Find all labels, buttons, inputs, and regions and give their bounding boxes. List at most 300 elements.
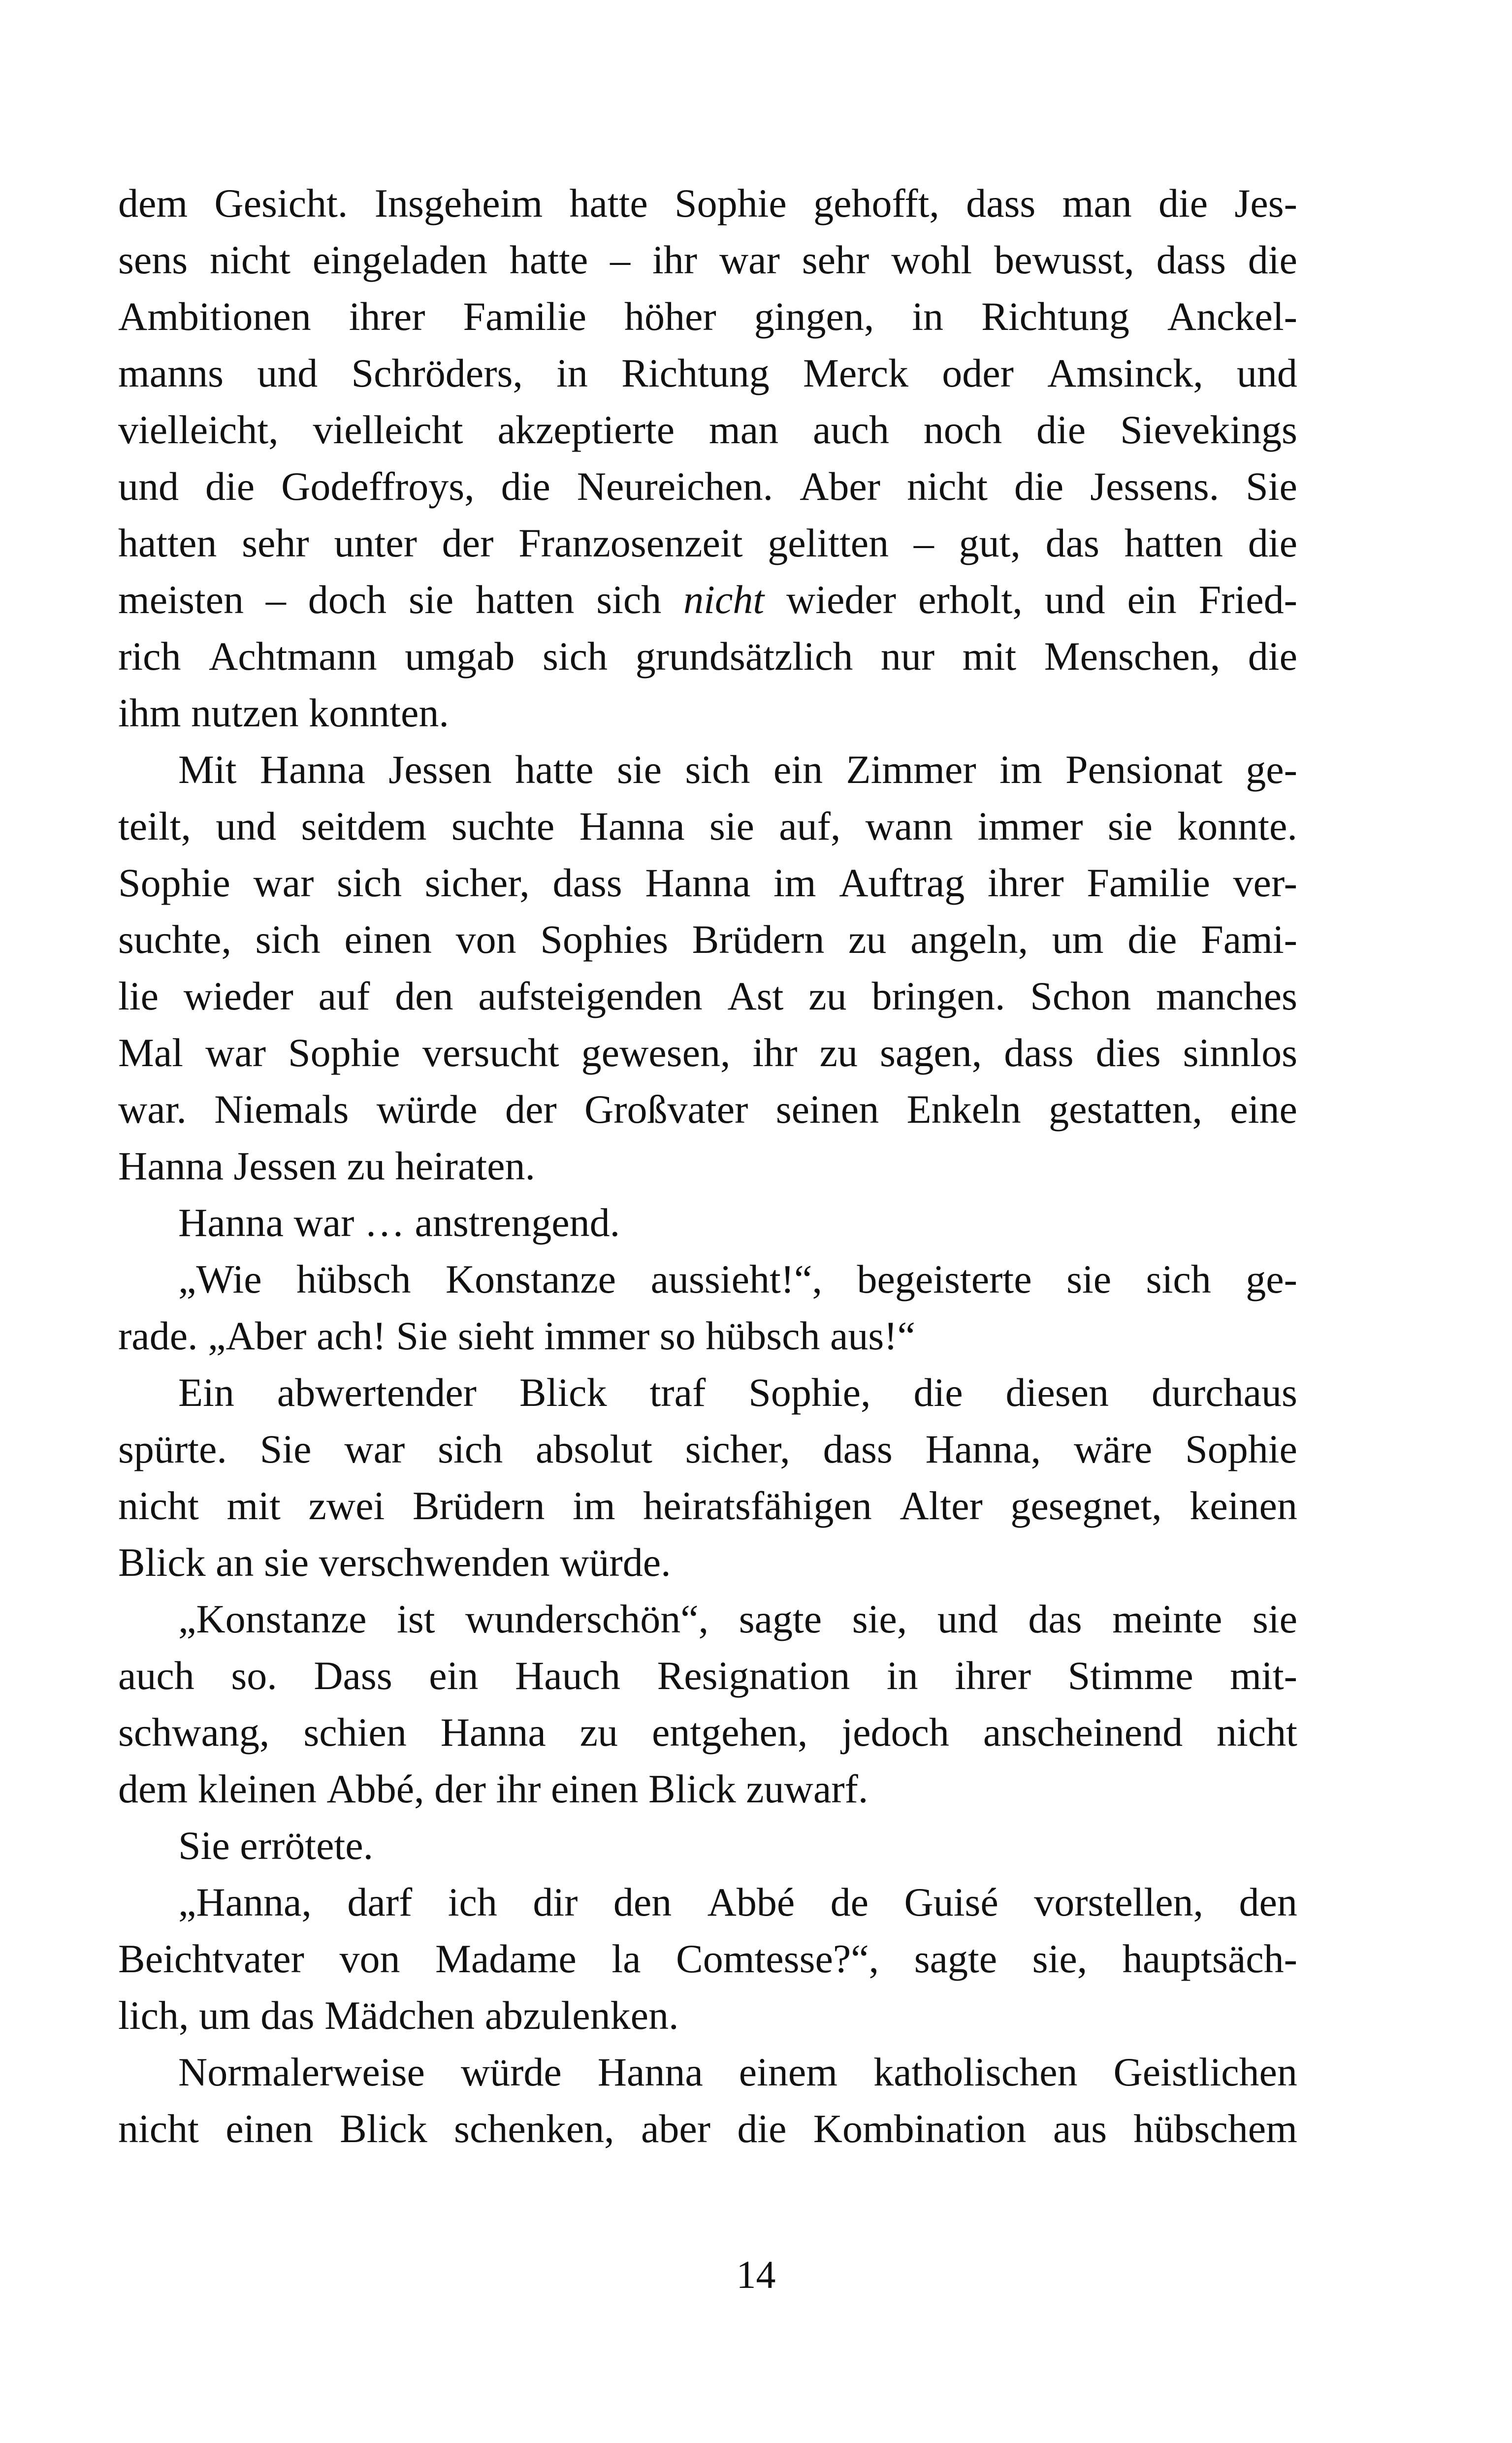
word: ihm — [118, 690, 181, 735]
word: verschwenden — [319, 1540, 550, 1585]
word: darf — [347, 1880, 413, 1924]
word: Großvater — [584, 1087, 748, 1132]
word: meinte — [1112, 1596, 1222, 1641]
text-line — [118, 515, 1297, 571]
word: in — [556, 351, 588, 395]
word: die — [913, 1370, 963, 1415]
word: sich — [337, 860, 402, 905]
word: seitdem — [301, 804, 427, 848]
word: ist — [397, 1596, 435, 1641]
word: im — [773, 860, 816, 905]
word: aus!“ — [830, 1313, 916, 1358]
word: „Hanna, — [178, 1880, 312, 1924]
word: absolut — [536, 1427, 652, 1471]
word: de — [830, 1880, 869, 1924]
word: schien — [303, 1710, 407, 1755]
word: Brüdern — [692, 917, 825, 962]
word: zu — [808, 974, 847, 1018]
word: Konstanze — [445, 1257, 616, 1302]
word: rich — [118, 634, 181, 679]
word: ge- — [1246, 747, 1297, 792]
word: würde — [460, 2050, 562, 2094]
word: spürte. — [118, 1427, 227, 1471]
page-number: 14 — [736, 2253, 776, 2297]
word: das — [260, 1993, 315, 2038]
word: auch — [813, 407, 889, 452]
word: meisten — [118, 577, 244, 622]
word: Sophie — [288, 1030, 400, 1075]
word: dass — [1156, 237, 1226, 282]
word: kleinen — [197, 1766, 317, 1811]
word: war — [344, 1427, 405, 1471]
word: Hanna — [597, 2050, 703, 2094]
word: würde — [376, 1087, 478, 1132]
word: sieht — [457, 1313, 534, 1358]
word: Jessen — [233, 1143, 337, 1188]
word: und — [216, 804, 277, 848]
text-line — [118, 401, 1297, 458]
word: gut, — [959, 521, 1021, 565]
word: sich — [596, 577, 662, 622]
word: sens — [118, 237, 188, 282]
word: war — [205, 1030, 266, 1075]
word: ach! — [316, 1313, 386, 1358]
word: sie — [709, 804, 754, 848]
word: dies — [1095, 1030, 1161, 1075]
word: die — [1248, 237, 1297, 282]
word: Abbé — [707, 1880, 795, 1924]
word: höher — [624, 294, 716, 339]
word: wunderschön“, — [465, 1596, 709, 1641]
word: die — [737, 2106, 787, 2151]
word: war. — [118, 1087, 187, 1132]
text-line — [118, 741, 1297, 798]
word: im — [573, 1483, 615, 1528]
word: Hanna — [178, 1200, 284, 1245]
word: „Aber — [208, 1313, 307, 1358]
word: umgab — [405, 634, 515, 679]
word: Amsinck, — [1047, 351, 1203, 395]
word: gewesen, — [581, 1030, 731, 1075]
word: so. — [231, 1653, 277, 1698]
word: Niemals — [214, 1087, 349, 1132]
word: Fami- — [1201, 917, 1297, 962]
word: sich — [255, 917, 321, 962]
word: ver- — [1233, 860, 1297, 905]
text-line — [118, 854, 1297, 911]
word: unter — [334, 521, 417, 565]
word: sie — [1066, 1257, 1112, 1302]
word: errötete. — [240, 1823, 374, 1868]
word: Sophie — [675, 181, 787, 226]
text-line — [118, 1817, 1297, 1874]
word: die — [1248, 521, 1297, 565]
word: an — [216, 1540, 254, 1585]
word: zuwarf. — [746, 1766, 869, 1811]
word: bringen. — [871, 974, 1005, 1018]
text-line — [118, 175, 1297, 231]
word: Hanna — [440, 1710, 546, 1755]
word: jedoch — [841, 1710, 949, 1755]
word: vielleicht, — [118, 407, 279, 452]
word: ihr — [496, 1766, 541, 1811]
word: das — [1045, 521, 1099, 565]
word: Sophie — [118, 860, 230, 905]
word: würde. — [560, 1540, 671, 1585]
word: aussieht!“, — [650, 1257, 822, 1302]
word: Hanna — [645, 860, 751, 905]
word: sie — [1107, 804, 1153, 848]
word: sagte — [914, 1936, 997, 1981]
text-line — [118, 345, 1297, 401]
text-line — [118, 1307, 1297, 1364]
word: nicht — [907, 464, 988, 509]
word: sie — [1252, 1596, 1297, 1641]
word: die — [205, 464, 255, 509]
word: die — [501, 464, 550, 509]
word: zu — [347, 1143, 385, 1188]
word: das — [1028, 1596, 1082, 1641]
word: zu — [579, 1710, 618, 1755]
word: mit — [226, 1483, 281, 1528]
word: vielleicht — [313, 407, 463, 452]
word: der — [434, 1766, 486, 1811]
word: traf — [649, 1370, 706, 1415]
word: Hanna — [259, 747, 365, 792]
word: noch — [923, 407, 1002, 452]
word: angeln, — [910, 917, 1029, 962]
word: und — [1236, 351, 1297, 395]
word: entgehen, — [651, 1710, 808, 1755]
word: und — [1044, 577, 1105, 622]
word: einen — [344, 917, 432, 962]
word: sich — [438, 1427, 503, 1471]
word: sie — [616, 747, 662, 792]
text-line — [118, 1760, 1297, 1817]
word: Familie — [1087, 860, 1210, 905]
word: Brüdern — [412, 1483, 545, 1528]
text-line — [118, 1987, 1297, 2044]
word: mit — [962, 634, 1017, 679]
word: grundsätzlich — [635, 634, 853, 679]
word: manns — [118, 351, 224, 395]
word: Resignation — [657, 1653, 850, 1698]
word: Neureichen. — [577, 464, 773, 509]
word: immer — [977, 804, 1083, 848]
word: Sophie, — [748, 1370, 871, 1415]
word: den — [613, 1880, 672, 1924]
word: – — [265, 577, 286, 622]
word: Auftrag — [839, 860, 965, 905]
word: dass — [1004, 1030, 1074, 1075]
word: Schröders, — [351, 351, 523, 395]
word: sich — [685, 747, 750, 792]
text-line — [118, 2100, 1297, 2157]
word: nutzen — [191, 690, 299, 735]
word: Enkeln — [906, 1087, 1021, 1132]
word: bewusst, — [994, 237, 1134, 282]
word: la — [611, 1936, 641, 1981]
word: aber — [641, 2106, 711, 2151]
word: „Wie — [178, 1257, 262, 1302]
word: Ast — [727, 974, 784, 1018]
text-line — [118, 1477, 1297, 1534]
word: ge- — [1246, 1257, 1297, 1302]
word: in — [886, 1653, 918, 1698]
word: die — [1036, 407, 1086, 452]
word: Sie — [259, 1427, 312, 1471]
word: man — [708, 407, 779, 452]
word: man — [1062, 181, 1132, 226]
word: hübschem — [1133, 2106, 1297, 2151]
word: oder — [942, 351, 1014, 395]
word: sagen, — [880, 1030, 982, 1075]
word: heiratsfähigen — [643, 1483, 872, 1528]
word: die — [1248, 634, 1297, 679]
text-line — [118, 1534, 1297, 1591]
word: Ein — [178, 1370, 234, 1415]
word: von — [455, 917, 516, 962]
word: den — [1239, 1880, 1297, 1924]
word: Menschen, — [1044, 634, 1221, 679]
word: Jessen — [388, 747, 492, 792]
word: suchte — [451, 804, 555, 848]
text-line — [118, 798, 1297, 854]
word: der — [442, 521, 494, 565]
word: hatte — [509, 237, 588, 282]
word: Beichtvater — [118, 1936, 304, 1981]
word: dem — [118, 181, 188, 226]
word: Normalerweise — [178, 2050, 425, 2094]
word: ich — [448, 1880, 497, 1924]
word: immer — [544, 1313, 650, 1358]
word: sicher, — [685, 1427, 790, 1471]
word: sie, — [1032, 1936, 1088, 1981]
text-line — [118, 2044, 1297, 2100]
word: sich — [1146, 1257, 1211, 1302]
word: Stimme — [1067, 1653, 1193, 1698]
word: sinnlos — [1183, 1030, 1297, 1075]
word: lich, — [118, 1993, 189, 2038]
word: abwertender — [277, 1370, 477, 1415]
word: doch — [308, 577, 387, 622]
word: auf — [318, 974, 370, 1018]
word: dass — [823, 1427, 893, 1471]
word: sie — [409, 577, 454, 622]
word: gelitten — [768, 521, 889, 565]
text-line — [118, 1024, 1297, 1081]
text-line — [118, 911, 1297, 968]
word: Mal — [118, 1030, 184, 1075]
text-line — [118, 968, 1297, 1024]
word: gestatten, — [1049, 1087, 1203, 1132]
word: abzulenken. — [484, 1993, 679, 2038]
word: begeisterte — [857, 1257, 1032, 1302]
word: gesegnet, — [1010, 1483, 1162, 1528]
word: seinen — [775, 1087, 879, 1132]
word: Insgeheim — [374, 181, 543, 226]
word: wann — [865, 804, 953, 848]
word: Sie — [178, 1823, 230, 1868]
word: so — [659, 1313, 696, 1358]
body-text — [118, 175, 1297, 2157]
text-line — [118, 684, 1297, 741]
word: keinen — [1190, 1483, 1297, 1528]
word: ihrer — [987, 860, 1064, 905]
word: mit- — [1230, 1653, 1297, 1698]
word: eingeladen — [312, 237, 488, 282]
word: Jes- — [1234, 181, 1297, 226]
word: Fried- — [1198, 577, 1297, 622]
word: der — [505, 1087, 557, 1132]
word: Sophie — [1185, 1427, 1297, 1471]
word: den — [395, 974, 453, 1018]
word: suchte, — [118, 917, 231, 962]
word: sehr — [802, 237, 869, 282]
text-line — [118, 1251, 1297, 1307]
word: ein — [429, 1653, 479, 1698]
word: dem — [118, 1766, 188, 1811]
word: Guisé — [904, 1880, 998, 1924]
word: aufsteigenden — [478, 974, 703, 1018]
word: Ambitionen — [118, 294, 311, 339]
word: ein — [773, 747, 823, 792]
word: durchaus — [1151, 1370, 1297, 1415]
word: heiraten. — [395, 1143, 536, 1188]
text-line — [118, 1421, 1297, 1477]
word: von — [339, 1936, 400, 1981]
word: erholt, — [918, 577, 1023, 622]
text-line — [118, 1591, 1297, 1647]
word: hatten — [118, 521, 217, 565]
word: die — [1127, 917, 1177, 962]
word: Merck — [803, 351, 908, 395]
word: war — [253, 860, 314, 905]
word: konnte. — [1177, 804, 1297, 848]
word: wieder — [786, 577, 897, 622]
word: auch — [118, 1653, 194, 1698]
text-line — [118, 231, 1297, 288]
text-line — [118, 1138, 1297, 1194]
word: Blick — [340, 2106, 427, 2151]
text-line — [118, 1930, 1297, 1987]
word: ihr — [652, 237, 698, 282]
word: nicht — [118, 1483, 199, 1528]
word: um — [198, 1993, 251, 2038]
word: Mit — [178, 747, 237, 792]
word: gehofft, — [813, 181, 939, 226]
word: Familie — [463, 294, 587, 339]
word: auf, — [779, 804, 841, 848]
word: Jessens. — [1090, 464, 1220, 509]
text-line — [118, 1081, 1297, 1138]
text-line — [118, 1364, 1297, 1421]
word: sie — [264, 1540, 309, 1585]
word: ein — [1127, 577, 1177, 622]
word: zu — [848, 917, 887, 962]
word: akzeptierte — [497, 407, 675, 452]
word: teilt, — [118, 804, 192, 848]
text-line — [118, 1704, 1297, 1760]
word: vorstellen, — [1034, 1880, 1204, 1924]
word: war — [293, 1200, 354, 1245]
word: die — [1014, 464, 1064, 509]
word: Hanna — [579, 804, 685, 848]
word: Mädchen — [324, 1993, 475, 2038]
word: hatte — [569, 181, 648, 226]
word: sie, — [852, 1596, 907, 1641]
word: einen — [225, 2106, 313, 2151]
text-line — [118, 571, 1297, 628]
word: dir — [533, 1880, 578, 1924]
word: Pensionat — [1065, 747, 1222, 792]
word: einen — [550, 1766, 639, 1811]
word: ihrer — [955, 1653, 1031, 1698]
word: zu — [819, 1030, 858, 1075]
word: schenken, — [454, 2106, 614, 2151]
word: diesen — [1005, 1370, 1109, 1415]
word: wäre — [1073, 1427, 1153, 1471]
word: Hauch — [515, 1653, 621, 1698]
word: katholischen — [873, 2050, 1078, 2094]
word: Aber — [800, 464, 881, 509]
word: Blick — [648, 1766, 736, 1811]
word: und — [257, 351, 318, 395]
word: um — [1052, 917, 1104, 962]
word: – — [610, 237, 631, 282]
word: Sievekings — [1120, 407, 1297, 452]
word: Richtung — [981, 294, 1129, 339]
text-line — [118, 1647, 1297, 1704]
word: Sie — [396, 1313, 448, 1358]
word: Sophies — [540, 917, 668, 962]
word: sich — [542, 634, 608, 679]
word: Gesicht. — [214, 181, 348, 226]
word: ihr — [752, 1030, 798, 1075]
word: hatten — [1124, 521, 1223, 565]
word: Anckel- — [1167, 294, 1297, 339]
text-line — [118, 1874, 1297, 1930]
word: lie — [118, 974, 159, 1018]
text-line — [118, 1194, 1297, 1251]
word: nicht — [1217, 1710, 1297, 1755]
word: wohl — [891, 237, 972, 282]
word: anscheinend — [983, 1710, 1183, 1755]
word: in — [912, 294, 944, 339]
word: hatte — [515, 747, 594, 792]
word: war — [719, 237, 780, 282]
word: Madame — [435, 1936, 577, 1981]
word: „Konstanze — [178, 1596, 367, 1641]
text-line — [118, 628, 1297, 684]
word: zwei — [308, 1483, 385, 1528]
word: sicher, — [424, 860, 530, 905]
word: Blick — [519, 1370, 607, 1415]
word: dass — [966, 181, 1036, 226]
word: nur — [880, 634, 935, 679]
word: aus — [1053, 2106, 1107, 2151]
word: einem — [739, 2050, 838, 2094]
word: die — [1158, 181, 1208, 226]
word: ihrer — [349, 294, 425, 339]
word: Kombination — [813, 2106, 1027, 2151]
word: rade. — [118, 1313, 198, 1358]
word: Alter — [900, 1483, 983, 1528]
word: hauptsäch- — [1122, 1936, 1297, 1981]
word: – — [913, 521, 934, 565]
word: Hanna, — [925, 1427, 1041, 1471]
word: hübsch — [706, 1313, 820, 1358]
